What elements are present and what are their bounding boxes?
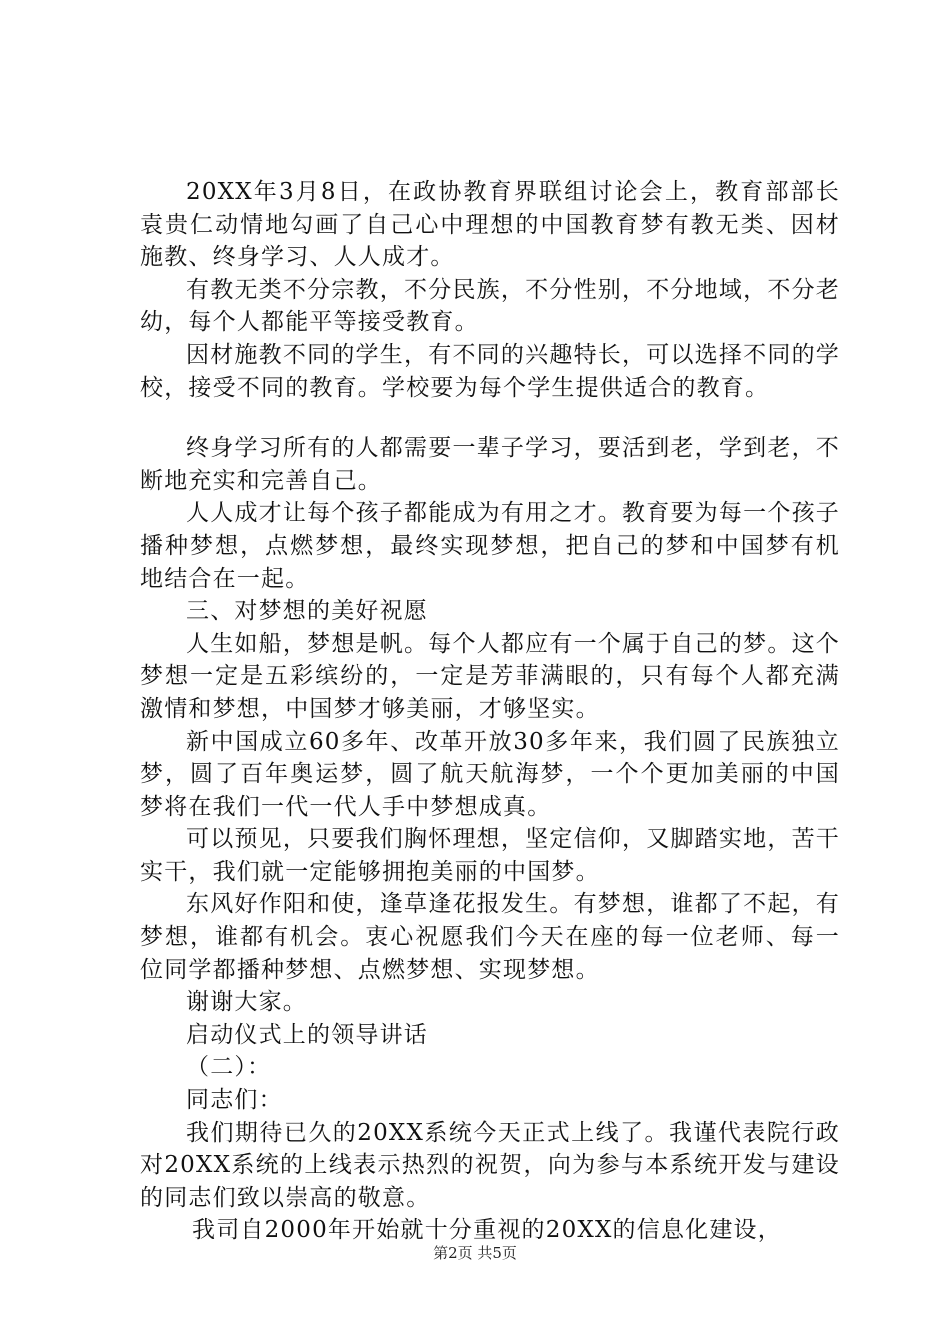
paragraph-8: 可以预见，只要我们胸怀理想，坚定信仰，又脚踏实地，苦干实干，我们就一定能够拥抱美丽的中国梦。	[140, 826, 840, 885]
paragraph-10: 我们期待已久的20XX系统今天正式上线了。我谨代表院行政对20XX系统的上线表示热烈的祝贺，向为参与本系统开发与建设的同志们致以崇高的敬意。	[140, 1119, 840, 1211]
paragraph-2: 有教无类不分宗教，不分民族，不分性别，不分地域，不分老幼，每个人都能平等接受教育。	[140, 276, 840, 336]
paragraph-3: 因材施教不同的学生，有不同的兴趣特长，可以选择不同的学校，接受不同的教育。学校要为每个学生提供适合的教育。	[140, 341, 840, 401]
second-speech-number: （二）：	[186, 1054, 272, 1081]
paragraph-1: 20XX年3月8日，在政协教育界联组讨论会上，教育部部长袁贵仁动情地勾画了自己心中理想的中国教育梦有教无类、因材施教、终身学习、人人成才。	[140, 179, 840, 271]
second-speech-title: 启动仪式上的领导讲话	[186, 1021, 428, 1048]
paragraph-7: 新中国成立60多年、改革开放30多年来，我们圆了民族独立梦，圆了百年奥运梦，圆了航天航海梦，一个个更加美丽的中国梦将在我们一代一代人手中梦想成真。	[140, 728, 840, 820]
salutation: 同志们：	[186, 1087, 283, 1114]
section-heading: 三、对梦想的美好祝愿	[186, 598, 428, 625]
paragraph-4: 终身学习所有的人都需要一辈子学习，要活到老，学到老，不断地充实和完善自己。	[140, 435, 840, 494]
document-body	[140, 176, 840, 1247]
paragraph-9: 东风好作阳和使，逢草逢花报发生。有梦想，谁都了不起，有梦想，谁都有机会。衷心祝愿我们今天在座的每一位老师、每一位同学都播种梦想、点燃梦想、实现梦想。	[140, 891, 840, 983]
paragraph-5: 人人成才让每个孩子都能成为有用之才。教育要为每一个孩子播种梦想，点燃梦想，最终实现梦想，把自己的梦和中国梦有机地结合在一起。	[140, 500, 840, 592]
page-footer: 第2页 共5页	[433, 1244, 517, 1262]
paragraph-6: 人生如船，梦想是帆。每个人都应有一个属于自己的梦。这个梦想一定是五彩缤纷的，一定是芳菲满眼的，只有每个人都充满激情和梦想，中国梦才够美丽，才够坚实。	[140, 630, 840, 722]
closing-thanks: 谢谢大家。	[186, 989, 307, 1016]
paragraph-11: 我司自2000年开始就十分重视的20XX的信息化建设，	[192, 1217, 782, 1244]
